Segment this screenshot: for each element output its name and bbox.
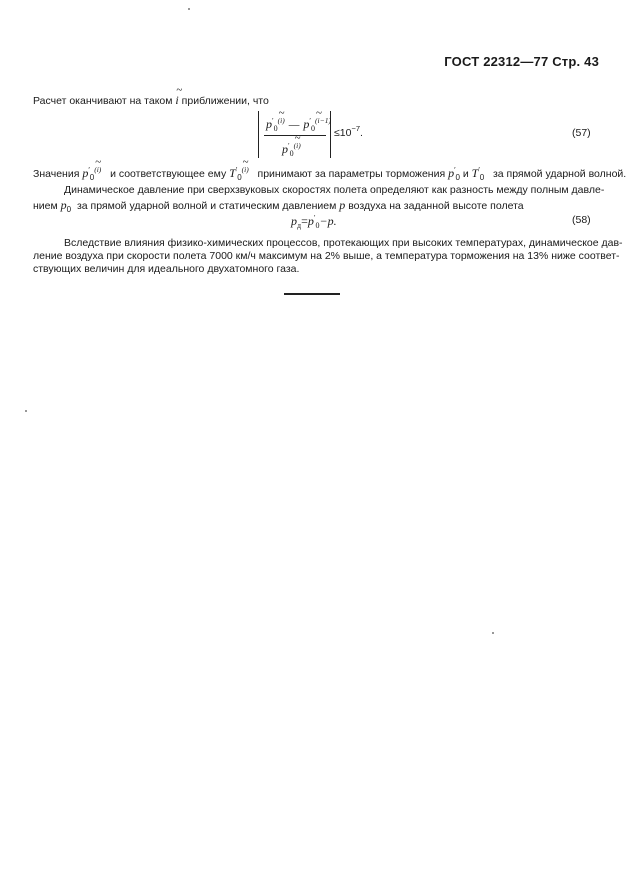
p1-p-sub: 0 bbox=[89, 173, 95, 182]
num-p2: p bbox=[303, 117, 310, 131]
scan-speck bbox=[25, 410, 27, 412]
formula-58 bbox=[291, 214, 337, 229]
p1-p2-sub: 0 bbox=[455, 173, 460, 182]
fraction-denominator bbox=[282, 140, 301, 158]
p1-p-sup: ~ $^{(i)}$ bbox=[94, 165, 101, 174]
den-prime: ′ bbox=[288, 141, 290, 150]
p1-T2: T bbox=[471, 166, 479, 180]
num-p1-prime: ′ bbox=[272, 116, 274, 125]
scan-speck bbox=[188, 8, 190, 10]
p1-T-sub: 0 bbox=[237, 173, 242, 182]
fraction-numerator bbox=[266, 115, 331, 133]
abs-bar-left bbox=[258, 111, 259, 158]
paragraph-dynamic-line-1: Динамическое давление при сверхзвуковых скоростях полета определяют как разность между полным давле- bbox=[64, 184, 605, 196]
f58-sub: 0 bbox=[315, 221, 320, 230]
paragraph-values bbox=[33, 166, 626, 181]
p1-p2-prime: ′ bbox=[454, 165, 456, 174]
den-sup: ~ $^{(i)}$ bbox=[294, 141, 301, 150]
num-p1: p bbox=[266, 117, 272, 131]
rhs-value: ≤10 bbox=[334, 127, 352, 139]
f58-lhs-sub: д bbox=[297, 221, 302, 230]
p1-text-3: принимают за параметры торможения bbox=[257, 168, 446, 180]
p1-text-4: и bbox=[462, 168, 469, 180]
equation-number-58: (58) bbox=[572, 214, 591, 226]
paragraph-consequence-line-2: ление воздуха при скорости полета 7000 км/ч максимум на 2% выше, а температура торможения на 13% ниже соответ- bbox=[33, 250, 620, 262]
p1-T2-prime: ′ bbox=[478, 165, 480, 174]
p1-p: p bbox=[82, 166, 89, 180]
num-p1-sub: 0 bbox=[273, 124, 278, 133]
f58-prime: ′ bbox=[313, 213, 316, 222]
den-p: p bbox=[282, 142, 288, 156]
paragraph-consequence-line-3: ствующих величин для идеального двухатомного газа. bbox=[33, 263, 300, 275]
paragraph-dynamic-line-2 bbox=[33, 198, 524, 213]
intro-text-before: Расчет оканчивают на таком bbox=[33, 95, 173, 107]
page-header: ГОСТ 22312—77 Стр. 43 bbox=[444, 54, 599, 69]
p1-text-1: Значения bbox=[33, 168, 80, 180]
num-p1-sup: ~ $^{(i)}$ bbox=[278, 116, 285, 125]
p1-p-prime: ′ bbox=[88, 165, 90, 174]
p2-text-3: воздуха на заданной высоте полета bbox=[348, 200, 524, 212]
p1-T: T bbox=[229, 166, 236, 180]
p1-text-5: за прямой ударной волной. bbox=[492, 168, 627, 180]
intro-variable: ~ i bbox=[175, 93, 178, 107]
equation-number-57: (57) bbox=[572, 127, 591, 139]
p2-text-1: нием bbox=[33, 200, 58, 212]
f58-eq: = bbox=[301, 214, 308, 228]
intro-line bbox=[33, 93, 269, 108]
num-p2-sub: 0 bbox=[311, 124, 316, 133]
p2-p-sub: 0 bbox=[66, 205, 72, 214]
paragraph-consequence-line-1: Вследствие влияния физико-химических процессов, протекающих при высоких температурах, динамическое дав- bbox=[64, 237, 623, 249]
formula-57-rhs bbox=[334, 124, 363, 139]
p2-p2: p bbox=[339, 198, 346, 212]
end-rule bbox=[284, 293, 340, 295]
p1-T-prime: ′ bbox=[235, 165, 238, 174]
num-p2-prime: ′ bbox=[309, 116, 312, 125]
p1-p2: p bbox=[448, 166, 455, 180]
p2-text-2: за прямой ударной волной и статическим давлением bbox=[76, 200, 337, 212]
rhs-end: . bbox=[360, 127, 363, 139]
p1-text-2: и соответствующее ему bbox=[110, 168, 227, 180]
f58-p: p bbox=[307, 214, 314, 228]
intro-text-after: приближении, что bbox=[181, 95, 269, 107]
scan-speck bbox=[492, 632, 494, 634]
rhs-exponent: −7 bbox=[351, 124, 361, 133]
p1-T2-sub: 0 bbox=[479, 173, 485, 182]
f58-lhs: p bbox=[291, 214, 297, 228]
num-minus: — bbox=[288, 117, 300, 131]
p2-p: p bbox=[60, 198, 67, 212]
num-p2-sup: ~ $^{(i-1)}$ bbox=[315, 116, 331, 125]
f58-rest: −p. bbox=[319, 214, 337, 228]
den-sub: 0 bbox=[289, 149, 294, 158]
p1-T-sup: ~ $^{(i)}$ bbox=[242, 165, 249, 174]
